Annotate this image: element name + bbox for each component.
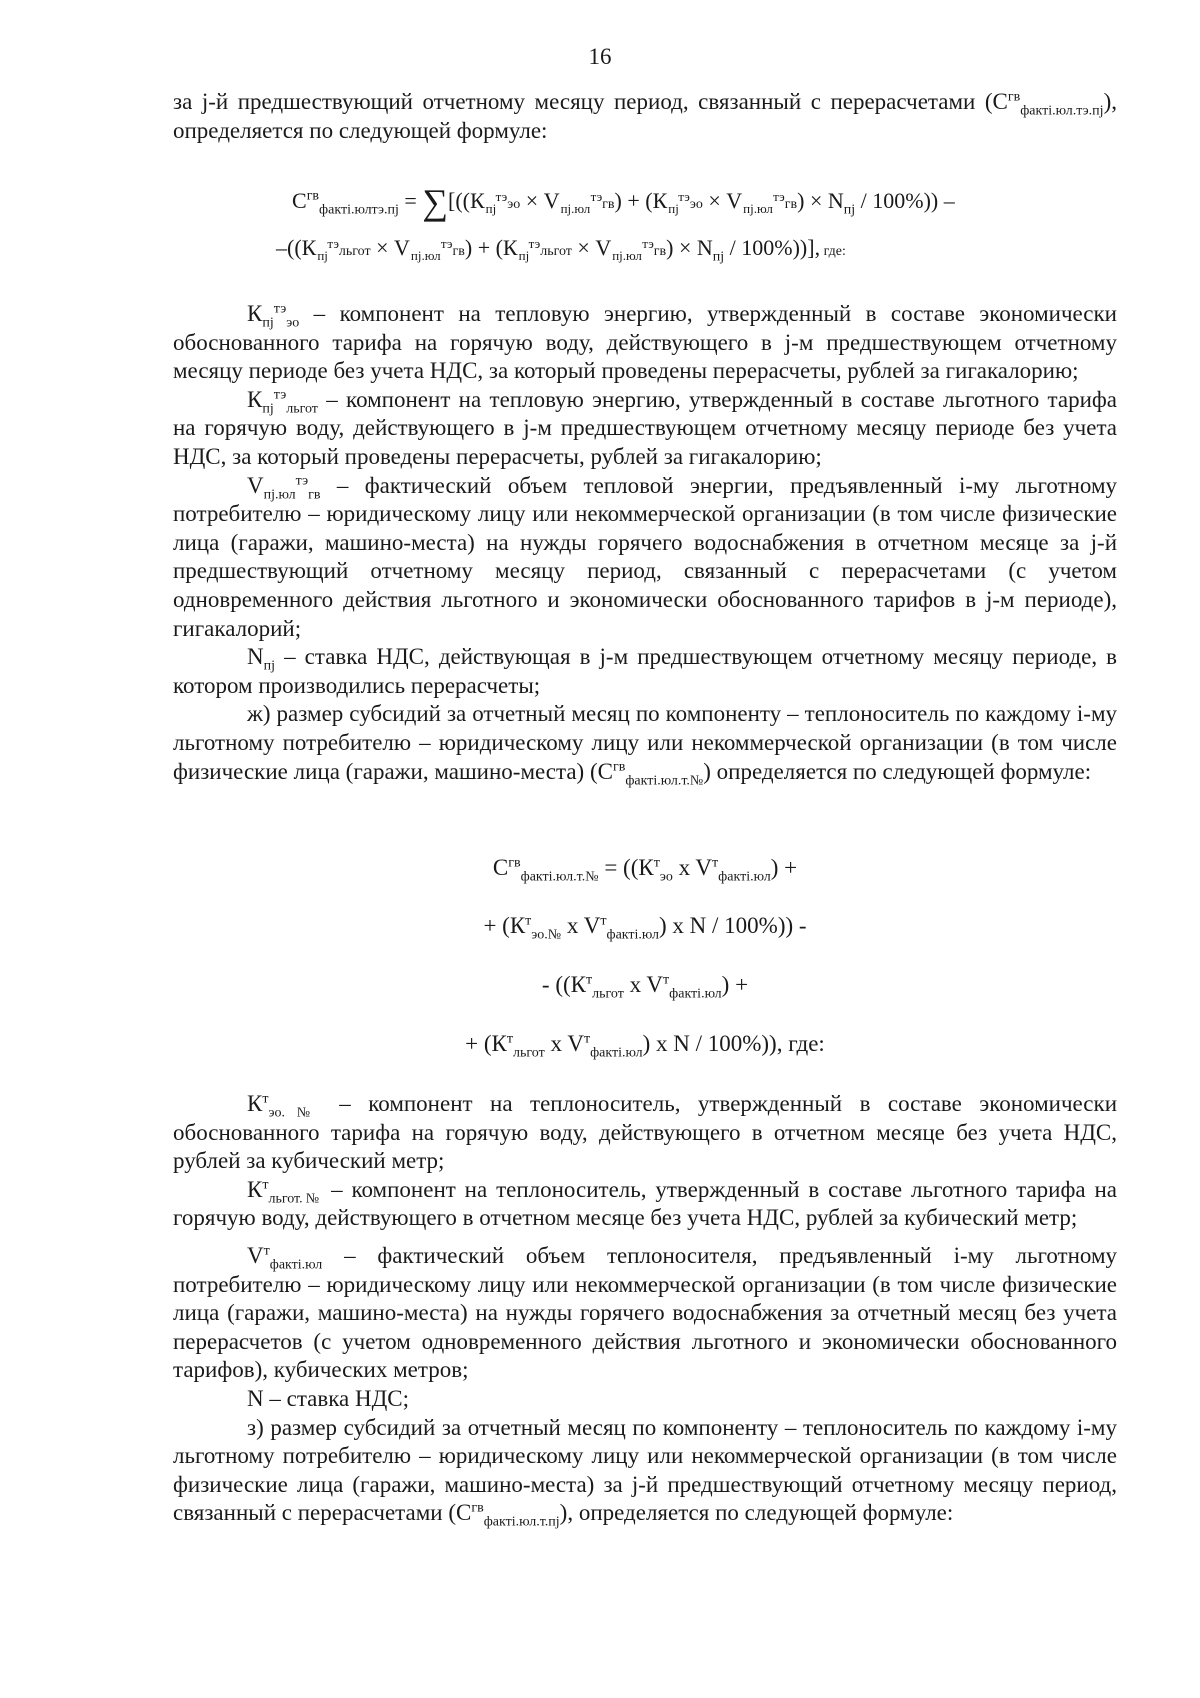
definition-k-eo: $К_{пj}^{тэ}_{эо}$ – компонент на тепловую энергию, утвержденный в составе экономически обоснованного тарифа на горячую воду, действующего в j-м предшествующем отчетному месяцу периоде без учета НДС, за который проведены перерасчеты, рублей за гигакалорию; (173, 301, 1117, 384)
definitions-block-1 (173, 300, 1117, 789)
definition-vt-fakt: $V^т_{факті.юл}$ – фактический объем теплоносителя, предъявленный i-му льготному потребителю – юридическому лицу или некоммерческой организации (в том числе физические лица (гаражи, машино-места) на нужды горячего водоснабжения за отчетный месяц без учета перерасчетов (с учетом одновременного действия льготного и экономически обоснованного тарифов), кубических метров; (173, 1242, 1117, 1383)
paragraph-zh: ж) размер субсидий за отчетный месяц по компоненту – теплоноситель по каждому i-му льготному потребителю – юридическому лицу или некоммерческой организации (в том числе физические лица (гаражи, машино-места) $(С^{гв}_{факті.юл.т.№})$ определяется по следующей формуле: (173, 701, 1117, 789)
formula-1-line-2: –((К тэ пj льгот × V тэ пj.юл гв) + (К тэ пj льгот × V тэ пj.юл $гв) \times N_{пj} / 100\%$))], где: (276, 235, 846, 265)
definition-k-lgot: $К_{пj}^{тэ}_{льгот}$ – компонент на тепловую энергию, утвержденный в составе льготного тарифа на горячую воду, действующего в j-м предшествующем отчетному месяцу периоде без учета НДС, за который проведены перерасчеты, рублей за гигакалорию; (173, 386, 1117, 469)
definitions-block-2 (173, 1090, 1117, 1528)
definition-v-gv: $V_{пj.юл}^{тэ}_{гв}$ – фактический объем тепловой энергии, предъявленный i-му льготному потребителю – юридическому лицу или некоммерческой организации (в том числе физические лица (гаражи, машино-места) на нужды горячего водоснабжения в отчетном месяце за j-й предшествующий отчетному месяцу период, связанный с перерасчетами (с учетом одновременного действия льготного и экономически обоснованного тарифов в j-м периоде), гигакалорий; (173, 472, 1117, 641)
formula-2-line-4: + ($К^т_{льгот}$ x $V^т_{факті.юл}$) x N / 100%)), где: (465, 1031, 825, 1061)
definition-n: N – ставка НДС; (247, 1385, 410, 1411)
definition-kt-eo: $К^т_{эо.№}$ – компонент на теплоноситель, утвержденный в составе экономически обоснованного тарифа на горячую воду, действующего в отчетном месяце без учета НДС, рублей за кубический метр; (173, 1091, 1117, 1174)
intro-paragraph: за j-й предшествующий отчетному месяцу период, связанный с перерасчетами $(С^{гв}_{факті.юл.тэ.пj})$, определяется по следующей формуле: (173, 89, 1117, 143)
formula-2-line-3: - (($К^т_{льгот}$ x $V^т_{факті.юл}$) + (541, 972, 749, 1002)
formula-2-line-1: $С^{гв}_{факті.юл.т.№} = ((К^т_{эо}$ x $V^т_{факті.юл}$) + (492, 855, 798, 885)
formula-1-line-1: $С^{гв}_{факті.юлтэ.пj} = \sum[((К$ тэ пj эо × V тэ пj.юл гв) + (К тэ пj эо × V тэ пj.юл $гв) \times N_{пj} / 100\%$)) – (292, 182, 955, 222)
definition-n-pj: $N_{пj}$ – ставка НДС, действующая в j-м предшествующем отчетному месяцу периоде, в котором производились перерасчеты; (173, 644, 1117, 698)
page-number: 16 (588, 44, 612, 69)
definition-kt-lgot: $К^т_{льгот.№}$ – компонент на теплоноситель, утвержденный в составе льготного тарифа на горячую воду, действующего в отчетном месяце без учета НДС, рублей за кубический метр; (173, 1176, 1117, 1231)
paragraph-z: з) размер субсидий за отчетный месяц по компоненту – теплоноситель по каждому i-му льготному потребителю – юридическому лицу или некоммерческой организации (в том числе физические лица (гаражи, машино-места) за j-й предшествующий отчетному месяцу период, связанный с перерасчетами $(С^{гв}_{факті.юл.т.пj})$, определяется по следующей формуле: (173, 1414, 1117, 1530)
formula-2-line-2: + ($К^т_{эо.№}$ x $V^т_{факті.юл}$) x N / 100%)) - (483, 913, 807, 943)
sum-symbol: ∑ (422, 182, 449, 222)
